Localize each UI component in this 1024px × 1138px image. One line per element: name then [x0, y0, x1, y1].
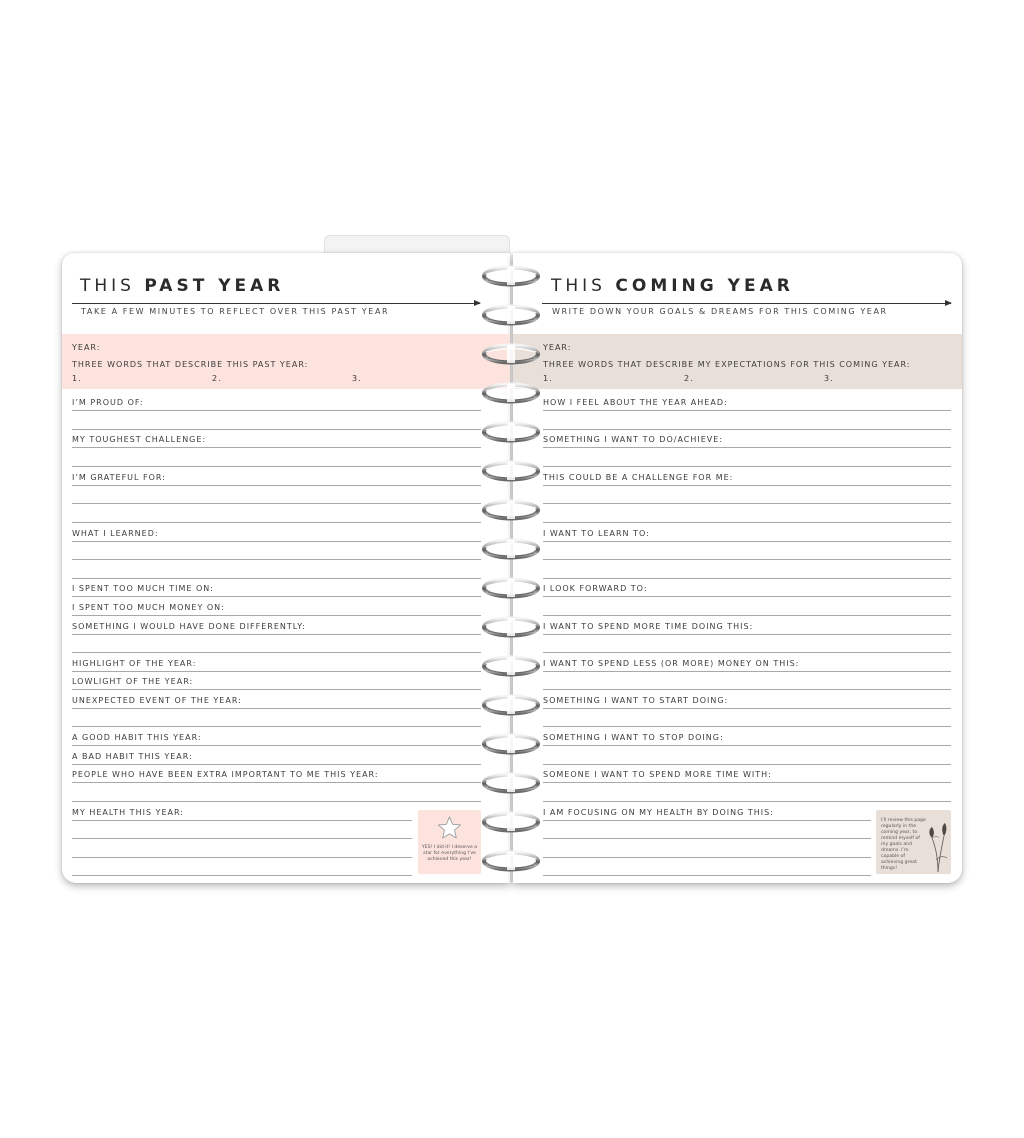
write-line [72, 634, 481, 635]
write-line [72, 503, 481, 504]
right-header-arrow [542, 303, 951, 304]
write-line [543, 447, 951, 448]
write-line [543, 838, 871, 839]
write-line [543, 615, 951, 616]
prompt-label: I SPENT TOO MUCH MONEY ON: [72, 603, 225, 612]
write-line [72, 596, 481, 597]
write-line [72, 764, 481, 765]
right-three-words-label: THREE WORDS THAT DESCRIBE MY EXPECTATIONS FOR THIS COMING YEAR: [543, 360, 911, 369]
write-line [543, 708, 951, 709]
prompt-label: SOMETHING I WOULD HAVE DONE DIFFERENTLY: [72, 622, 306, 631]
write-line [72, 578, 481, 579]
write-line [543, 559, 951, 560]
write-line [543, 652, 951, 653]
write-line [72, 541, 481, 542]
prompt-label: PEOPLE WHO HAVE BEEN EXTRA IMPORTANT TO ME THIS YEAR: [72, 770, 379, 779]
prompt-label: SOMETHING I WANT TO START DOING: [543, 696, 729, 705]
right-year-label: YEAR: [543, 343, 572, 352]
spiral-ring-icon [482, 577, 540, 599]
write-line [72, 820, 412, 821]
prompt-label: A GOOD HABIT THIS YEAR: [72, 733, 202, 742]
prompt-label: MY TOUGHEST CHALLENGE: [72, 435, 207, 444]
write-line [543, 596, 951, 597]
write-line [543, 541, 951, 542]
write-line [543, 578, 951, 579]
prompt-label: I SPENT TOO MUCH TIME ON: [72, 584, 214, 593]
right-page-subtitle: WRITE DOWN YOUR GOALS & DREAMS FOR THIS COMING YEAR [552, 307, 888, 316]
write-line [72, 429, 481, 430]
write-line [543, 782, 951, 783]
write-line [72, 485, 481, 486]
write-line [72, 801, 481, 802]
left-page-subtitle: TAKE A FEW MINUTES TO REFLECT OVER THIS PAST YEAR [81, 307, 390, 316]
prompt-label: WHAT I LEARNED: [72, 529, 159, 538]
left-word-3: 3. [352, 374, 362, 383]
right-title-light: THIS [551, 276, 606, 296]
left-note-text: YES! I did it! I deserve a star for everything I’ve achieved this year! [421, 845, 478, 862]
write-line [72, 689, 481, 690]
write-line [72, 857, 412, 858]
write-line [72, 708, 481, 709]
write-line [543, 689, 951, 690]
write-line [72, 875, 412, 876]
spiral-ring-icon [482, 382, 540, 404]
spiral-ring-icon [482, 343, 540, 365]
write-line [543, 485, 951, 486]
write-line [72, 652, 481, 653]
spiral-ring-icon [482, 304, 540, 326]
write-line [543, 875, 871, 876]
spiral-ring-icon [482, 694, 540, 716]
prompt-label: SOMETHING I WANT TO STOP DOING: [543, 733, 724, 742]
right-word-2: 2. [684, 374, 694, 383]
prompt-label: THIS COULD BE A CHALLENGE FOR ME: [543, 473, 734, 482]
prompt-label: I WANT TO SPEND LESS (OR MORE) MONEY ON THIS: [543, 659, 800, 668]
write-line [72, 410, 481, 411]
write-line [72, 745, 481, 746]
left-title-light: THIS [80, 276, 135, 296]
right-word-1: 1. [543, 374, 553, 383]
write-line [543, 522, 951, 523]
spiral-ring-icon [482, 460, 540, 482]
write-line [72, 671, 481, 672]
prompt-label: LOWLIGHT OF THE YEAR: [72, 677, 194, 686]
write-line [543, 671, 951, 672]
left-title-bold: PAST YEAR [144, 276, 285, 296]
left-three-words-label: THREE WORDS THAT DESCRIBE THIS PAST YEAR: [72, 360, 309, 369]
prompt-label: I’M GRATEFUL FOR: [72, 473, 166, 482]
prompt-label: MY HEALTH THIS YEAR: [72, 808, 184, 817]
left-achievement-note [418, 810, 481, 874]
prompt-label: HOW I FEEL ABOUT THE YEAR AHEAD: [543, 398, 728, 407]
write-line [72, 466, 481, 467]
write-line [543, 634, 951, 635]
prompt-label: I’M PROUD OF: [72, 398, 144, 407]
right-note-text: I’ll review this page regularly in the coming year, to remind myself of my goals and dreams. I’m capable of achieving great things! [881, 818, 926, 871]
write-line [543, 429, 951, 430]
write-line [72, 522, 481, 523]
prompt-label: A BAD HABIT THIS YEAR: [72, 752, 193, 761]
write-line [72, 615, 481, 616]
right-page-title [551, 276, 794, 296]
flower-sketch-icon [926, 814, 950, 872]
spiral-ring-icon [482, 850, 540, 872]
spiral-ring-icon [482, 655, 540, 677]
left-header-arrow [72, 303, 480, 304]
left-word-1: 1. [72, 374, 82, 383]
prompt-label: I LOOK FORWARD TO: [543, 584, 648, 593]
spiral-ring-icon [482, 421, 540, 443]
spiral-ring-icon [482, 616, 540, 638]
spiral-ring-icon [482, 538, 540, 560]
prompt-label: I WANT TO SPEND MORE TIME DOING THIS: [543, 622, 754, 631]
write-line [543, 466, 951, 467]
prompt-label: I WANT TO LEARN TO: [543, 529, 650, 538]
write-line [72, 726, 481, 727]
left-word-2: 2. [212, 374, 222, 383]
spiral-ring-icon [482, 811, 540, 833]
left-year-label: YEAR: [72, 343, 101, 352]
write-line [543, 726, 951, 727]
spiral-ring-icon [482, 499, 540, 521]
spiral-ring-icon [482, 772, 540, 794]
left-page-title [80, 276, 284, 296]
prompt-label: SOMETHING I WANT TO DO/ACHIEVE: [543, 435, 724, 444]
right-word-3: 3. [824, 374, 834, 383]
write-line [543, 410, 951, 411]
prompt-label: SOMEONE I WANT TO SPEND MORE TIME WITH: [543, 770, 772, 779]
right-reminder-note [876, 810, 951, 874]
write-line [543, 764, 951, 765]
write-line [543, 801, 951, 802]
prompt-label: UNEXPECTED EVENT OF THE YEAR: [72, 696, 242, 705]
write-line [72, 782, 481, 783]
write-line [543, 503, 951, 504]
write-line [543, 820, 871, 821]
write-line [543, 857, 871, 858]
write-line [72, 447, 481, 448]
spiral-ring-icon [482, 265, 540, 287]
prompt-label: I AM FOCUSING ON MY HEALTH BY DOING THIS: [543, 808, 774, 817]
prompt-label: HIGHLIGHT OF THE YEAR: [72, 659, 197, 668]
right-title-bold: COMING YEAR [615, 276, 794, 296]
write-line [72, 559, 481, 560]
write-line [543, 745, 951, 746]
write-line [72, 838, 412, 839]
star-outline-icon [436, 815, 463, 841]
spiral-ring-icon [482, 733, 540, 755]
